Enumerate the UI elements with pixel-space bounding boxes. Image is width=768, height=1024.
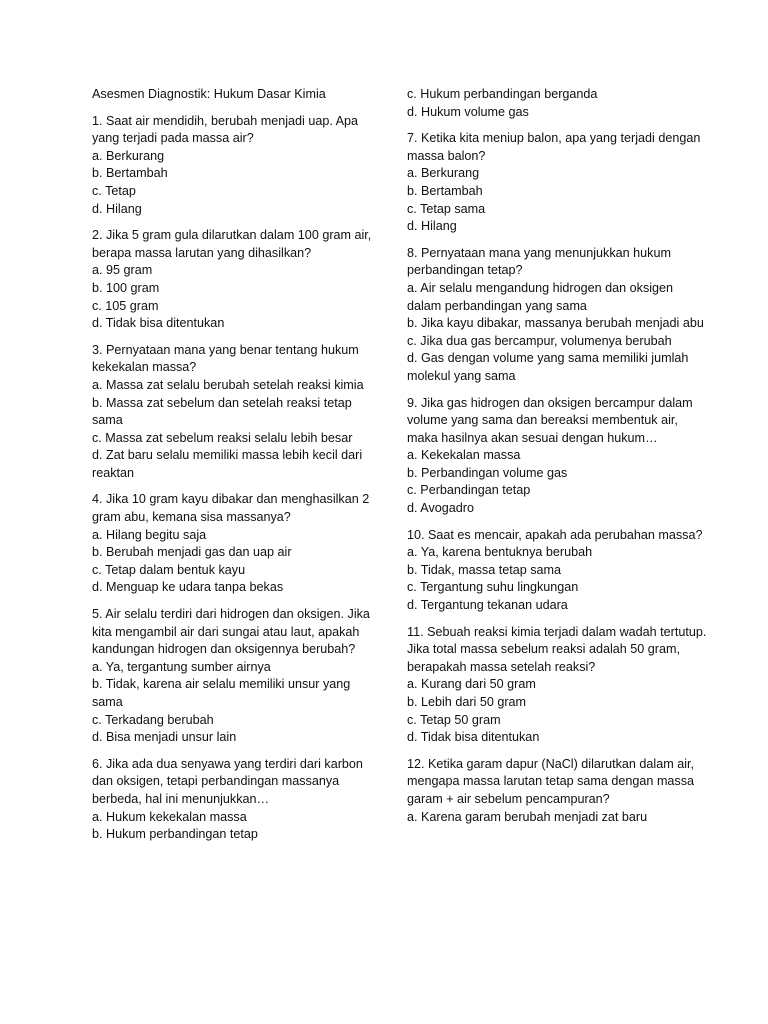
question-text: 7. Ketika kita meniup balon, apa yang terjadi dengan massa balon?: [407, 131, 701, 163]
answer-option: a. Berkurang: [407, 166, 480, 181]
question-block: [92, 342, 384, 483]
question-text: 4. Jika 10 gram kayu dibakar dan menghasilkan 2 gram abu, kemana sisa massanya?: [92, 492, 370, 525]
answer-option: c. Hukum perbandingan berganda: [407, 87, 598, 101]
answer-option: b. Bertambah: [407, 183, 483, 198]
answer-option: d. Menguap ke udara tanpa bekas: [92, 580, 284, 595]
answer-option: d. Tergantung tekanan udara: [407, 598, 568, 613]
question-text: 9. Jika gas hidrogen dan oksigen bercampur dalam volume yang sama dan bereaksi membentuk air, maka hasilnya akan sesuai dengan hukum…: [407, 395, 693, 445]
answer-option: b. Massa zat sebelum dan setelah reaksi tetap sama: [92, 395, 352, 428]
answer-option: a. Kurang dari 50 gram: [407, 677, 536, 692]
question-block: [92, 113, 384, 219]
question-block: [92, 756, 384, 844]
answer-option: c. 105 gram: [92, 298, 159, 313]
question-block: [407, 395, 707, 518]
answer-option: b. Tidak, karena air selalu memiliki unsur yang sama: [92, 677, 351, 709]
answer-option: a. Hilang begitu saja: [92, 527, 207, 542]
question-text: 5. Air selalu terdiri dari hidrogen dan oksigen. Jika kita mengambil air dari sungai atau laut, apakah kandungan hidrogen dan oksigennya berubah?: [92, 607, 370, 657]
answer-option: c. Tetap dalam bentuk kayu: [92, 562, 246, 577]
answer-option: d. Bisa menjadi unsur lain: [92, 730, 237, 745]
answer-option: d. Hilang: [407, 219, 457, 234]
answer-option: b. Berubah menjadi gas dan uap air: [92, 545, 292, 560]
answer-option: c. Perbandingan tetap: [407, 483, 531, 498]
answer-option: c. Tetap sama: [407, 201, 486, 216]
question-text: 10. Saat es mencair, apakah ada perubahan massa?: [407, 527, 703, 542]
question-block: [407, 624, 707, 747]
answer-option: a. Karena garam berubah menjadi zat baru: [407, 809, 648, 824]
answer-option: c. Tetap 50 gram: [407, 712, 501, 727]
answer-option: b. 100 gram: [92, 280, 160, 295]
question-block: [92, 606, 384, 747]
answer-option: c. Tergantung suhu lingkungan: [407, 580, 579, 595]
answer-option: b. Jika kayu dibakar, massanya berubah menjadi abu: [407, 316, 704, 331]
question-block: [407, 527, 707, 615]
answer-option: d. Hukum volume gas: [407, 104, 529, 119]
answer-option: d. Gas dengan volume yang sama memiliki jumlah molekul yang sama: [407, 351, 689, 383]
answer-option: d. Tidak bisa ditentukan: [92, 316, 225, 331]
question-text: 3. Pernyataan mana yang benar tentang hukum kekekalan massa?: [92, 342, 359, 375]
answer-option: d. Zat baru selalu memiliki massa lebih kecil dari reaktan: [92, 448, 363, 480]
answer-option: d. Hilang: [92, 201, 142, 216]
question-text: 1. Saat air mendidih, berubah menjadi uap. Apa yang terjadi pada massa air?: [92, 113, 359, 146]
question-6-continuation: [407, 86, 707, 121]
answer-option: b. Hukum perbandingan tetap: [92, 827, 258, 842]
answer-option: a. Air selalu mengandung hidrogen dan oksigen dalam perbandingan yang sama: [407, 280, 674, 313]
left-question-list: [92, 113, 384, 844]
answer-option: d. Tidak bisa ditentukan: [407, 730, 540, 745]
question-text: 12. Ketika garam dapur (NaCl) dilarutkan dalam air, mengapa massa larutan tetap sama dengan massa garam + air sebelum pencampuran?: [407, 756, 695, 806]
question-text: 2. Jika 5 gram gula dilarutkan dalam 100 gram air, berapa massa larutan yang dihasilkan?: [92, 228, 372, 260]
answer-option: a. Massa zat selalu berubah setelah reaksi kimia: [92, 377, 364, 392]
document-title: Asesmen Diagnostik: Hukum Dasar Kimia: [92, 87, 326, 101]
answer-option: a. 95 gram: [92, 263, 153, 278]
question-block: [92, 491, 384, 597]
question-block: [407, 245, 707, 386]
question-block: [407, 130, 707, 236]
question-block: [92, 227, 384, 333]
question-text: 6. Jika ada dua senyawa yang terdiri dari karbon dan oksigen, tetapi perbandingan massanya berbeda, hal ini menunjukkan…: [92, 756, 363, 806]
answer-option: c. Terkadang berubah: [92, 712, 214, 727]
answer-option: b. Perbandingan volume gas: [407, 465, 568, 480]
answer-option: c. Tetap: [92, 183, 136, 198]
answer-option: a. Hukum kekekalan massa: [92, 809, 247, 824]
question-text: 8. Pernyataan mana yang menunjukkan hukum perbandingan tetap?: [407, 245, 671, 278]
answer-option: b. Bertambah: [92, 166, 168, 181]
answer-option: b. Tidak, massa tetap sama: [407, 562, 561, 577]
answer-option: c. Jika dua gas bercampur, volumenya berubah: [407, 333, 672, 348]
question-text: 11. Sebuah reaksi kimia terjadi dalam wadah tertutup. Jika total massa sebelum reaksi adalah 50 gram, berapakah massa setelah reaksi?: [407, 624, 707, 674]
right-column: [407, 86, 707, 835]
question-block: [407, 756, 707, 826]
left-column: [92, 86, 384, 853]
answer-option: a. Berkurang: [92, 148, 165, 163]
answer-option: c. Massa zat sebelum reaksi selalu lebih besar: [92, 430, 353, 445]
answer-option: d. Avogadro: [407, 501, 474, 516]
answer-option: b. Lebih dari 50 gram: [407, 695, 527, 709]
answer-option: a. Ya, tergantung sumber airnya: [92, 659, 271, 674]
answer-option: a. Kekekalan massa: [407, 448, 521, 463]
right-question-list: [407, 130, 707, 826]
answer-option: a. Ya, karena bentuknya berubah: [407, 545, 593, 560]
